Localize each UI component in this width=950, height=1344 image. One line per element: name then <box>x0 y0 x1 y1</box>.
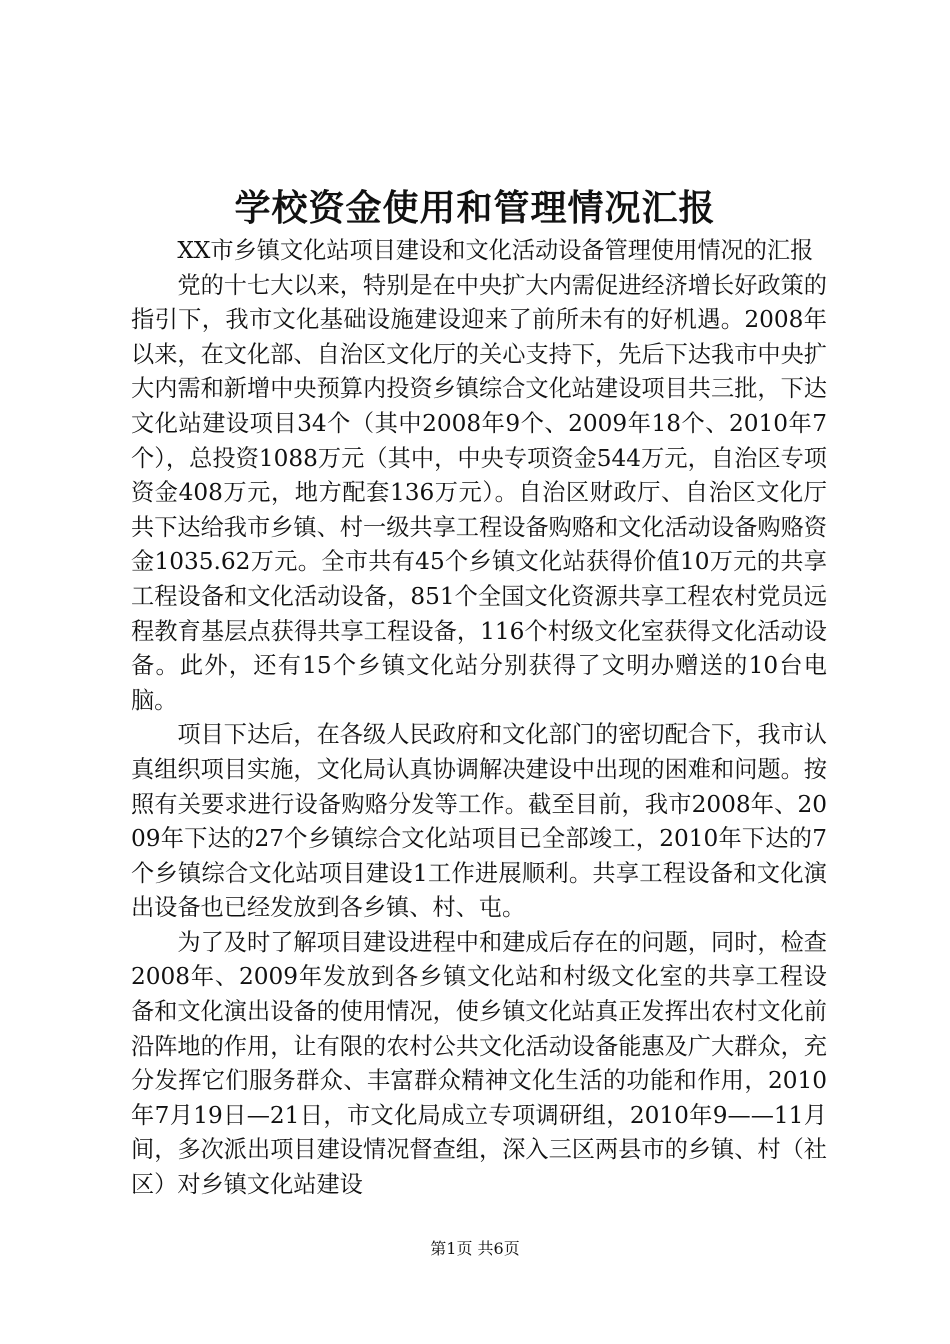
page-number-footer: 第1页 共6页 <box>430 1239 520 1258</box>
paragraph-implementation: 项目下达后，在各级人民政府和文化部门的密切配合下，我市认真组织项目实施，文化局认真协调解决建设中出现的困难和问题。按照有关要求进行设备购赂分发等工作。截至目前，我市2008年、2009年下达的27个乡镇综合文化站项目已全部竣工，2010年下达的7个乡镇综合文化站项目建设1工作进展顺利。共享工程设备和文化演出设备也已经发放到各乡镇、村、屯。 <box>131 721 827 922</box>
document-body <box>131 234 827 1203</box>
paragraph-background: 党的十七大以来，特别是在中央扩大内需促进经济增长好政策的指引下，我市文化基础设施建设迎来了前所未有的好机遇。2008年以来，在文化部、自治区文化厅的关心支持下，先后下达我市中央扩大内需和新增中央预算内投资乡镇综合文化站建设项目共三批，下达文化站建设项目34个（其中2008年9个、2009年18个、2010年7个），总投资1088万元（其中，中央专项资金544万元，自治区专项资金408万元，地方配套136万元）。自治区财政厅、自治区文化厅共下达给我市乡镇、村一级共享工程设备购赂和文化活动设备购赂资金1035.62万元。全市共有45个乡镇文化站获得价值10万元的共享工程设备和文化活动设备，851个全国文化资源共享工程农村党员远程教育基层点获得共享工程设备，116个村级文化室获得文化活动设备。此外，还有15个乡镇文化站分别获得了文明办赠送的10台电脑。 <box>131 271 827 714</box>
paragraph-heading-line: XX市乡镇文化站项目建设和文化活动设备管理使用情况的汇报 <box>177 237 814 264</box>
paragraph-inspection: 为了及时了解项目建设进程中和建成后存在的问题，同时，检查2008年、2009年发放到各乡镇文化站和村级文化室的共享工程设备和文化演出设备的使用情况，使乡镇文化站真正发挥出农村文化前沿阵地的作用，让有限的农村公共文化活动设备能惠及广大群众，充分发挥它们服务群众、丰富群众精神文化生活的功能和作用，2010年7月19日—21日，市文化局成立专项调研组，2010年9——11月间，多次派出项目建设情况督查组，深入三区两县市的乡镇、村（社区）对乡镇文化站建设 <box>131 928 827 1199</box>
document-title: 学校资金使用和管理情况汇报 <box>234 187 716 229</box>
